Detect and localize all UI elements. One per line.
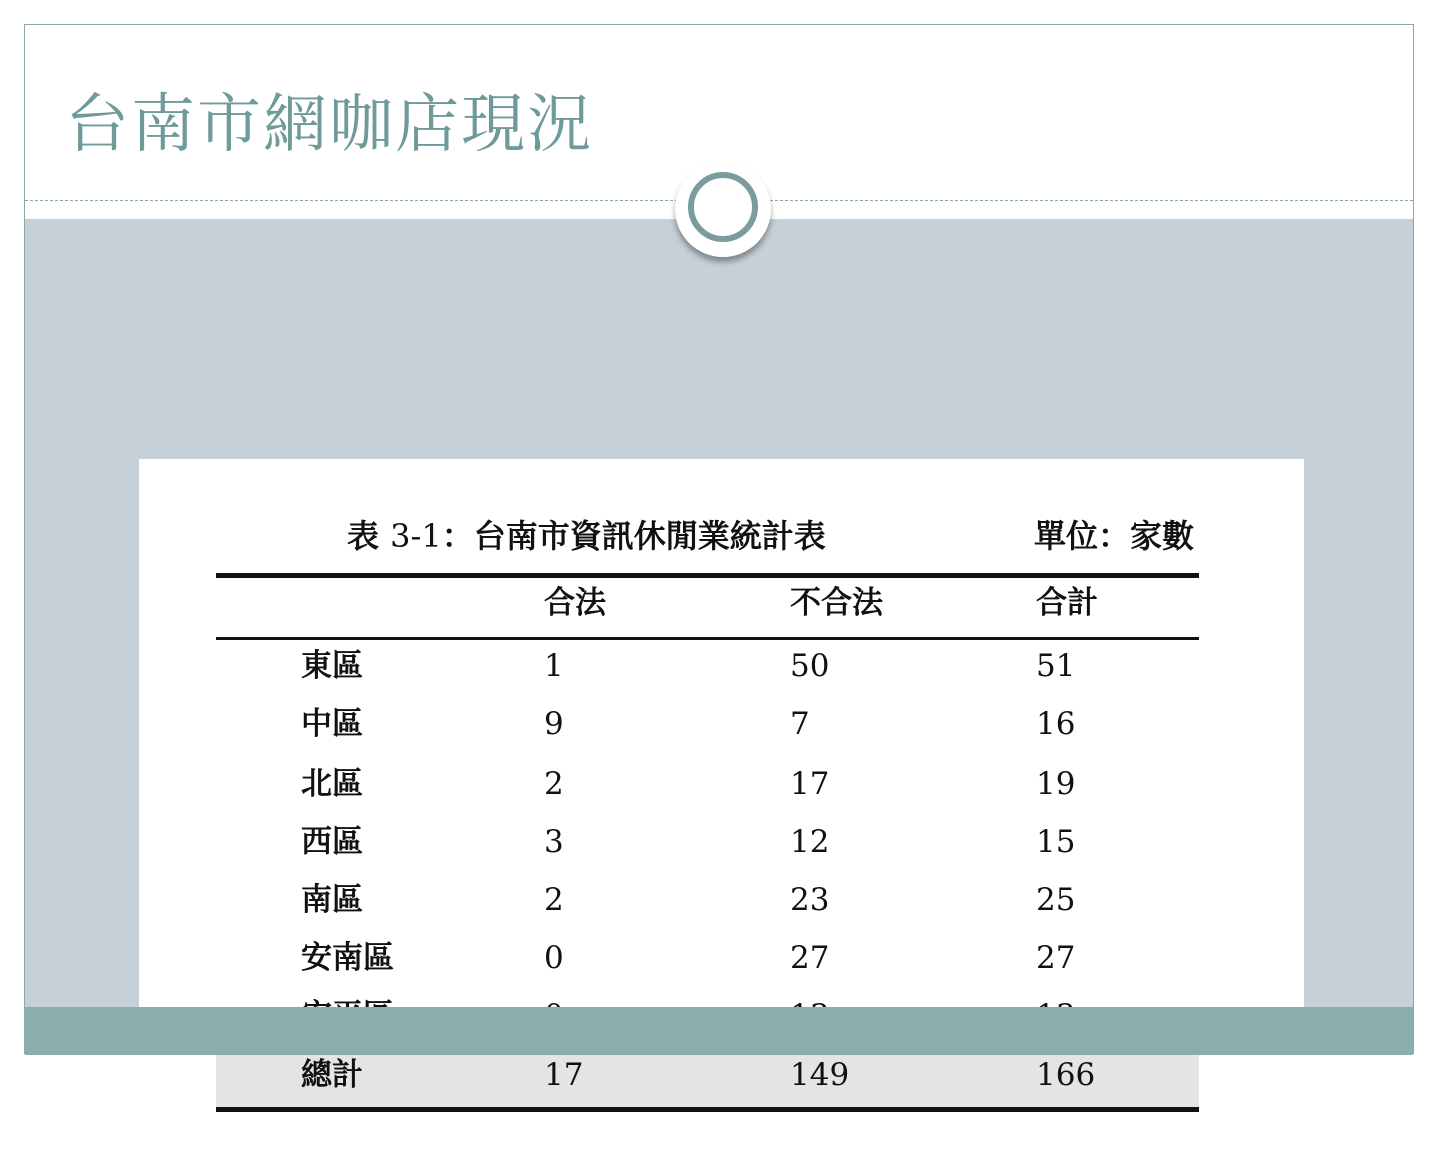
table-rule-bottom: [216, 1107, 1199, 1112]
ring-ornament-icon: [675, 161, 771, 257]
row-label: 安南區: [301, 940, 394, 976]
cell-legal: 3: [544, 824, 564, 860]
summary-label: 總計: [301, 1057, 363, 1093]
summary-illegal: 149: [790, 1057, 850, 1093]
caption-number: 3-1: [390, 517, 442, 555]
cell-total: 51: [1036, 648, 1076, 684]
cell-illegal: 7: [790, 706, 810, 742]
row-label: 北區: [301, 766, 363, 802]
cell-legal: 0: [544, 940, 564, 976]
row-label: 西區: [301, 824, 363, 860]
row-label: 東區: [301, 648, 363, 684]
slide: [24, 24, 1414, 1093]
cell-legal: 2: [544, 882, 564, 918]
table-rule-top: [216, 573, 1199, 578]
cell-total: 19: [1036, 766, 1076, 802]
cell-illegal: 12: [790, 824, 830, 860]
cell-total: 16: [1036, 706, 1076, 742]
cell-legal: 2: [544, 766, 564, 802]
cell-illegal: 17: [790, 766, 830, 802]
column-header-total: 合計: [1036, 585, 1098, 621]
column-header-illegal: 不合法: [790, 585, 883, 621]
cell-illegal: 27: [790, 940, 830, 976]
table-panel: [139, 459, 1304, 1176]
footer-band: [25, 1007, 1413, 1055]
cell-total: 15: [1036, 824, 1076, 860]
summary-legal: 17: [544, 1057, 584, 1093]
row-label: 中區: [301, 706, 363, 742]
summary-total: 166: [1036, 1057, 1096, 1093]
table-caption: [347, 511, 826, 557]
cell-legal: 1: [544, 648, 564, 684]
cell-illegal: 50: [790, 648, 830, 684]
cell-total: 25: [1036, 882, 1076, 918]
caption-text: ：台南市資訊休閒業統計表: [441, 517, 826, 555]
cell-legal: 9: [544, 706, 564, 742]
content-band: [25, 219, 1413, 1093]
caption-prefix: 表: [347, 517, 391, 555]
row-label: 南區: [301, 882, 363, 918]
column-header-legal: 合法: [544, 585, 606, 621]
table-rule-header: [216, 637, 1199, 640]
cell-illegal: 23: [790, 882, 830, 918]
table-unit: 單位：家數: [1033, 517, 1194, 555]
slide-title: 台南市網咖店現況: [65, 88, 593, 162]
cell-total: 27: [1036, 940, 1076, 976]
